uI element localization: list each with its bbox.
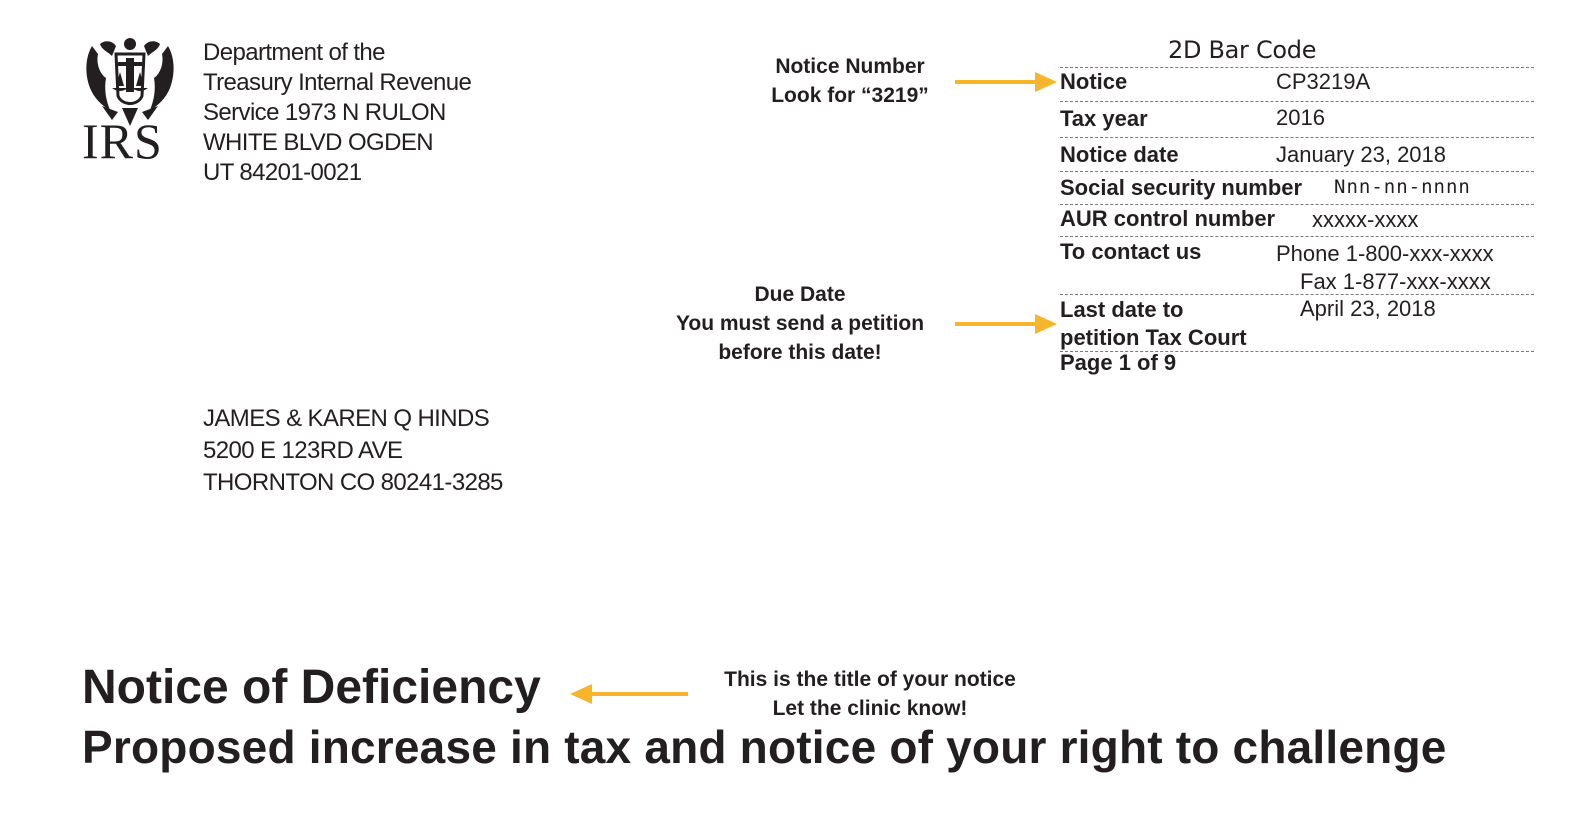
callout-line: This is the title of your notice	[724, 668, 1016, 691]
contact-label: To contact us	[1060, 239, 1202, 264]
tax-year-value: 2016	[1276, 105, 1325, 130]
aur-label: AUR control number	[1060, 206, 1276, 231]
info-row-notice	[1060, 67, 1534, 101]
callout-line: before this date!	[718, 341, 882, 364]
callout-line: You must send a petition	[675, 312, 925, 335]
last-date-label-2: petition Tax Court	[1060, 325, 1247, 350]
sender-line: Department of the	[203, 39, 385, 66]
irs-wordmark: IRS	[82, 113, 163, 169]
info-row-aur	[1060, 204, 1534, 236]
recipient-address	[203, 403, 503, 499]
info-row-last-date	[1060, 294, 1534, 352]
arrow-right-icon	[955, 70, 1059, 94]
recipient-line: JAMES & KAREN Q HINDS	[203, 405, 490, 432]
arrow-left-icon	[568, 682, 690, 706]
callout-line: Notice Number	[775, 55, 925, 78]
title-callout	[700, 665, 1040, 723]
callout-line: Due Date	[754, 283, 846, 306]
notice-subtitle: Proposed increase in tax and notice of your right to challenge	[82, 721, 1447, 773]
barcode-label: 2D Bar Code	[1168, 36, 1317, 64]
recipient-line: THORNTON CO 80241-3285	[203, 469, 503, 496]
notice-label: Notice	[1060, 69, 1128, 94]
notice-number-callout	[750, 52, 950, 110]
aur-value: xxxxx-xxxx	[1312, 207, 1419, 232]
page-number: Page 1 of 9	[1060, 350, 1177, 375]
info-row-contact	[1060, 236, 1534, 294]
info-row-notice-date	[1060, 137, 1534, 171]
info-row-tax-year	[1060, 101, 1534, 137]
notice-title: Notice of Deficiency	[82, 661, 541, 714]
sender-line: Service 1973 N RULON	[203, 99, 446, 126]
callout-line: Look for “3219”	[771, 84, 929, 107]
last-date-value: April 23, 2018	[1300, 296, 1436, 321]
notice-date-value: January 23, 2018	[1276, 142, 1447, 167]
notice-info-table	[1060, 67, 1534, 352]
notice-value: CP3219A	[1276, 69, 1371, 94]
last-date-label-1: Last date to	[1060, 297, 1184, 322]
sender-address	[203, 38, 471, 188]
ssn-label: Social security number	[1060, 175, 1303, 200]
arrow-right-icon	[955, 312, 1059, 336]
callout-line: Let the clinic know!	[772, 697, 968, 720]
recipient-line: 5200 E 123RD AVE	[203, 437, 403, 464]
tax-year-label: Tax year	[1060, 106, 1148, 131]
sender-line: WHITE BLVD OGDEN	[203, 129, 433, 156]
irs-logo	[82, 36, 178, 168]
info-row-ssn	[1060, 171, 1534, 204]
contact-fax: Fax 1-877-xxx-xxxx	[1300, 269, 1491, 294]
sender-line: UT 84201-0021	[203, 159, 362, 186]
contact-phone: Phone 1-800-xxx-xxxx	[1276, 241, 1494, 266]
due-date-callout	[655, 280, 945, 367]
sender-line: Treasury Internal Revenue	[203, 69, 472, 96]
ssn-value: Nnn-nn-nnnn	[1334, 176, 1471, 198]
notice-date-label: Notice date	[1060, 142, 1179, 167]
